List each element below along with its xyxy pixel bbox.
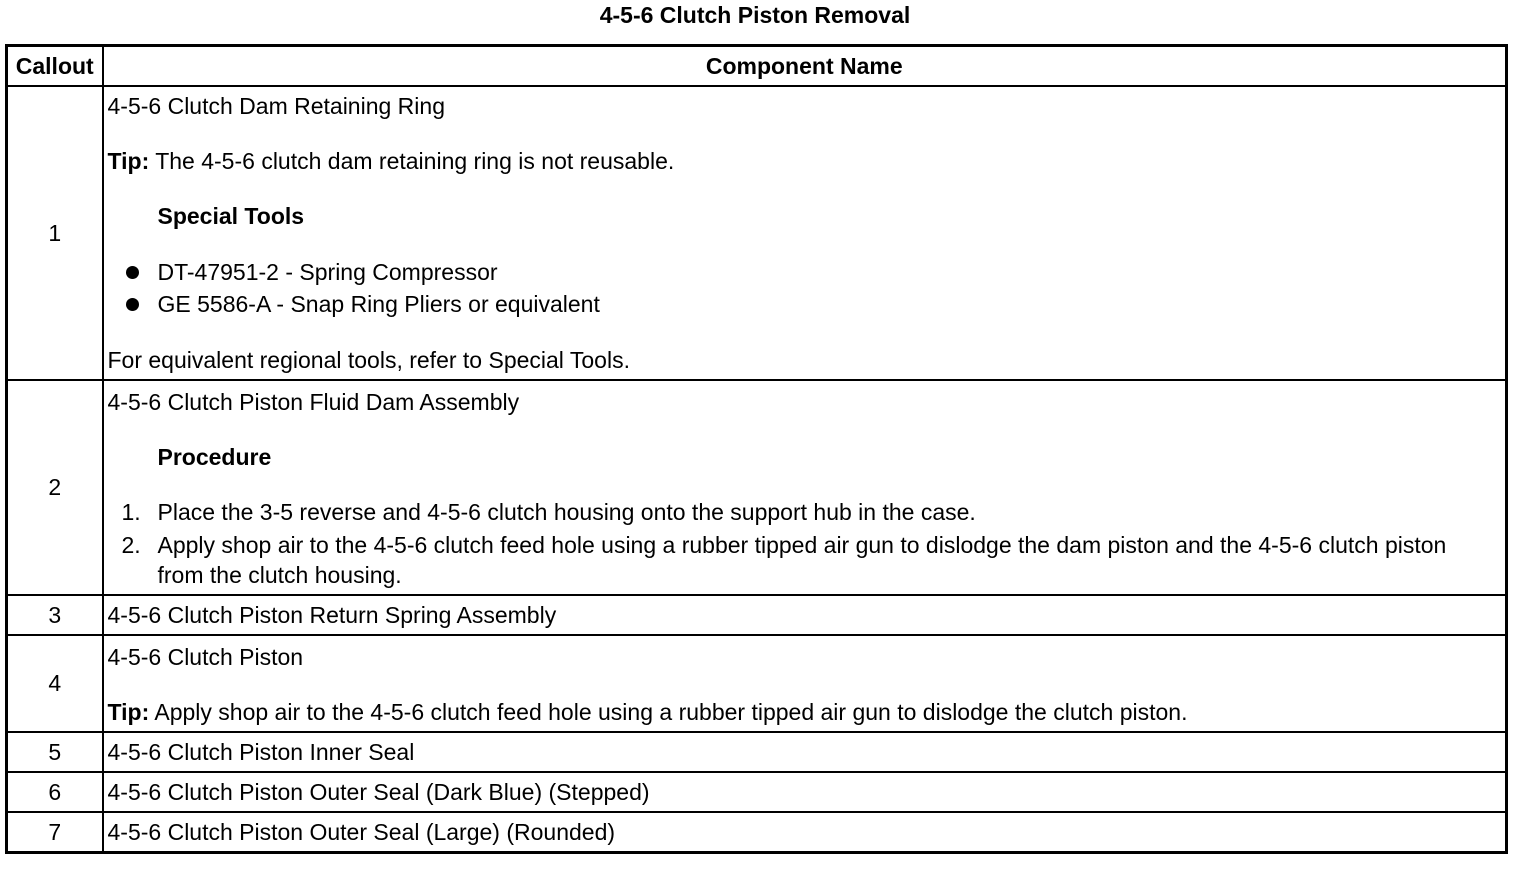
tip-paragraph bbox=[108, 697, 1506, 727]
component-name-cell bbox=[103, 86, 1507, 380]
component-name-column-header: Component Name bbox=[103, 46, 1507, 87]
list-item bbox=[108, 256, 1506, 288]
table-row bbox=[7, 86, 1507, 380]
step-text: Place the 3-5 reverse and 4-5-6 clutch housing onto the support hub in the case. bbox=[157, 499, 976, 525]
callout-cell: 2 bbox=[7, 380, 103, 595]
callout-cell: 6 bbox=[7, 772, 103, 812]
callout-cell: 7 bbox=[7, 812, 103, 853]
component-table bbox=[5, 44, 1508, 854]
table-header-row bbox=[7, 46, 1507, 87]
procedure-heading: Procedure bbox=[157, 444, 272, 470]
tip-text: Apply shop air to the 4-5-6 clutch feed hole using a rubber tipped air gun to dislodge the clutch piston. bbox=[149, 699, 1188, 725]
table-row bbox=[7, 772, 1507, 812]
component-name-cell: 4-5-6 Clutch Piston Outer Seal (Large) (Rounded) bbox=[103, 812, 1507, 853]
tool-text: DT-47951-2 - Spring Compressor bbox=[157, 259, 498, 285]
step-number: 2. bbox=[121, 532, 141, 558]
table-row bbox=[7, 595, 1507, 635]
procedure-steps bbox=[108, 497, 1506, 590]
table-row bbox=[7, 380, 1507, 595]
list-item bbox=[108, 530, 1506, 590]
component-name-cell bbox=[103, 380, 1507, 595]
list-item bbox=[108, 497, 1506, 527]
special-tools-heading: Special Tools bbox=[157, 203, 305, 229]
bullet-icon bbox=[126, 266, 139, 279]
component-name: 4-5-6 Clutch Dam Retaining Ring bbox=[107, 93, 445, 119]
tip-text: The 4-5-6 clutch dam retaining ring is not reusable. bbox=[149, 148, 675, 174]
component-name-cell: 4-5-6 Clutch Piston Return Spring Assembly bbox=[103, 595, 1507, 635]
component-name: 4-5-6 Clutch Piston Fluid Dam Assembly bbox=[107, 389, 520, 415]
callout-column-header: Callout bbox=[7, 46, 103, 87]
bullet-icon bbox=[126, 298, 139, 311]
callout-cell: 4 bbox=[7, 635, 103, 732]
tip-label: Tip: bbox=[107, 699, 150, 725]
callout-cell: 3 bbox=[7, 595, 103, 635]
component-name-cell: 4-5-6 Clutch Piston Inner Seal bbox=[103, 732, 1507, 772]
component-name: 4-5-6 Clutch Piston bbox=[107, 644, 304, 670]
tip-label: Tip: bbox=[107, 148, 150, 174]
table-row bbox=[7, 812, 1507, 853]
tool-text: GE 5586-A - Snap Ring Pliers or equivalent bbox=[157, 291, 600, 317]
list-item bbox=[108, 288, 1506, 320]
page-title: 4-5-6 Clutch Piston Removal bbox=[599, 2, 911, 28]
component-name-cell bbox=[103, 635, 1507, 732]
tip-paragraph bbox=[108, 146, 1506, 176]
table-row bbox=[7, 732, 1507, 772]
regional-tools-note: For equivalent regional tools, refer to Special Tools. bbox=[107, 347, 630, 373]
step-number: 1. bbox=[121, 499, 141, 525]
step-text: Apply shop air to the 4-5-6 clutch feed hole using a rubber tipped air gun to dislodge the dam piston and the 4-5-6 clutch piston from the clutch housing. bbox=[157, 532, 1447, 588]
component-name-cell: 4-5-6 Clutch Piston Outer Seal (Dark Blue) (Stepped) bbox=[103, 772, 1507, 812]
table-row bbox=[7, 635, 1507, 732]
callout-cell: 1 bbox=[7, 86, 103, 380]
special-tools-list bbox=[108, 256, 1506, 320]
callout-cell: 5 bbox=[7, 732, 103, 772]
